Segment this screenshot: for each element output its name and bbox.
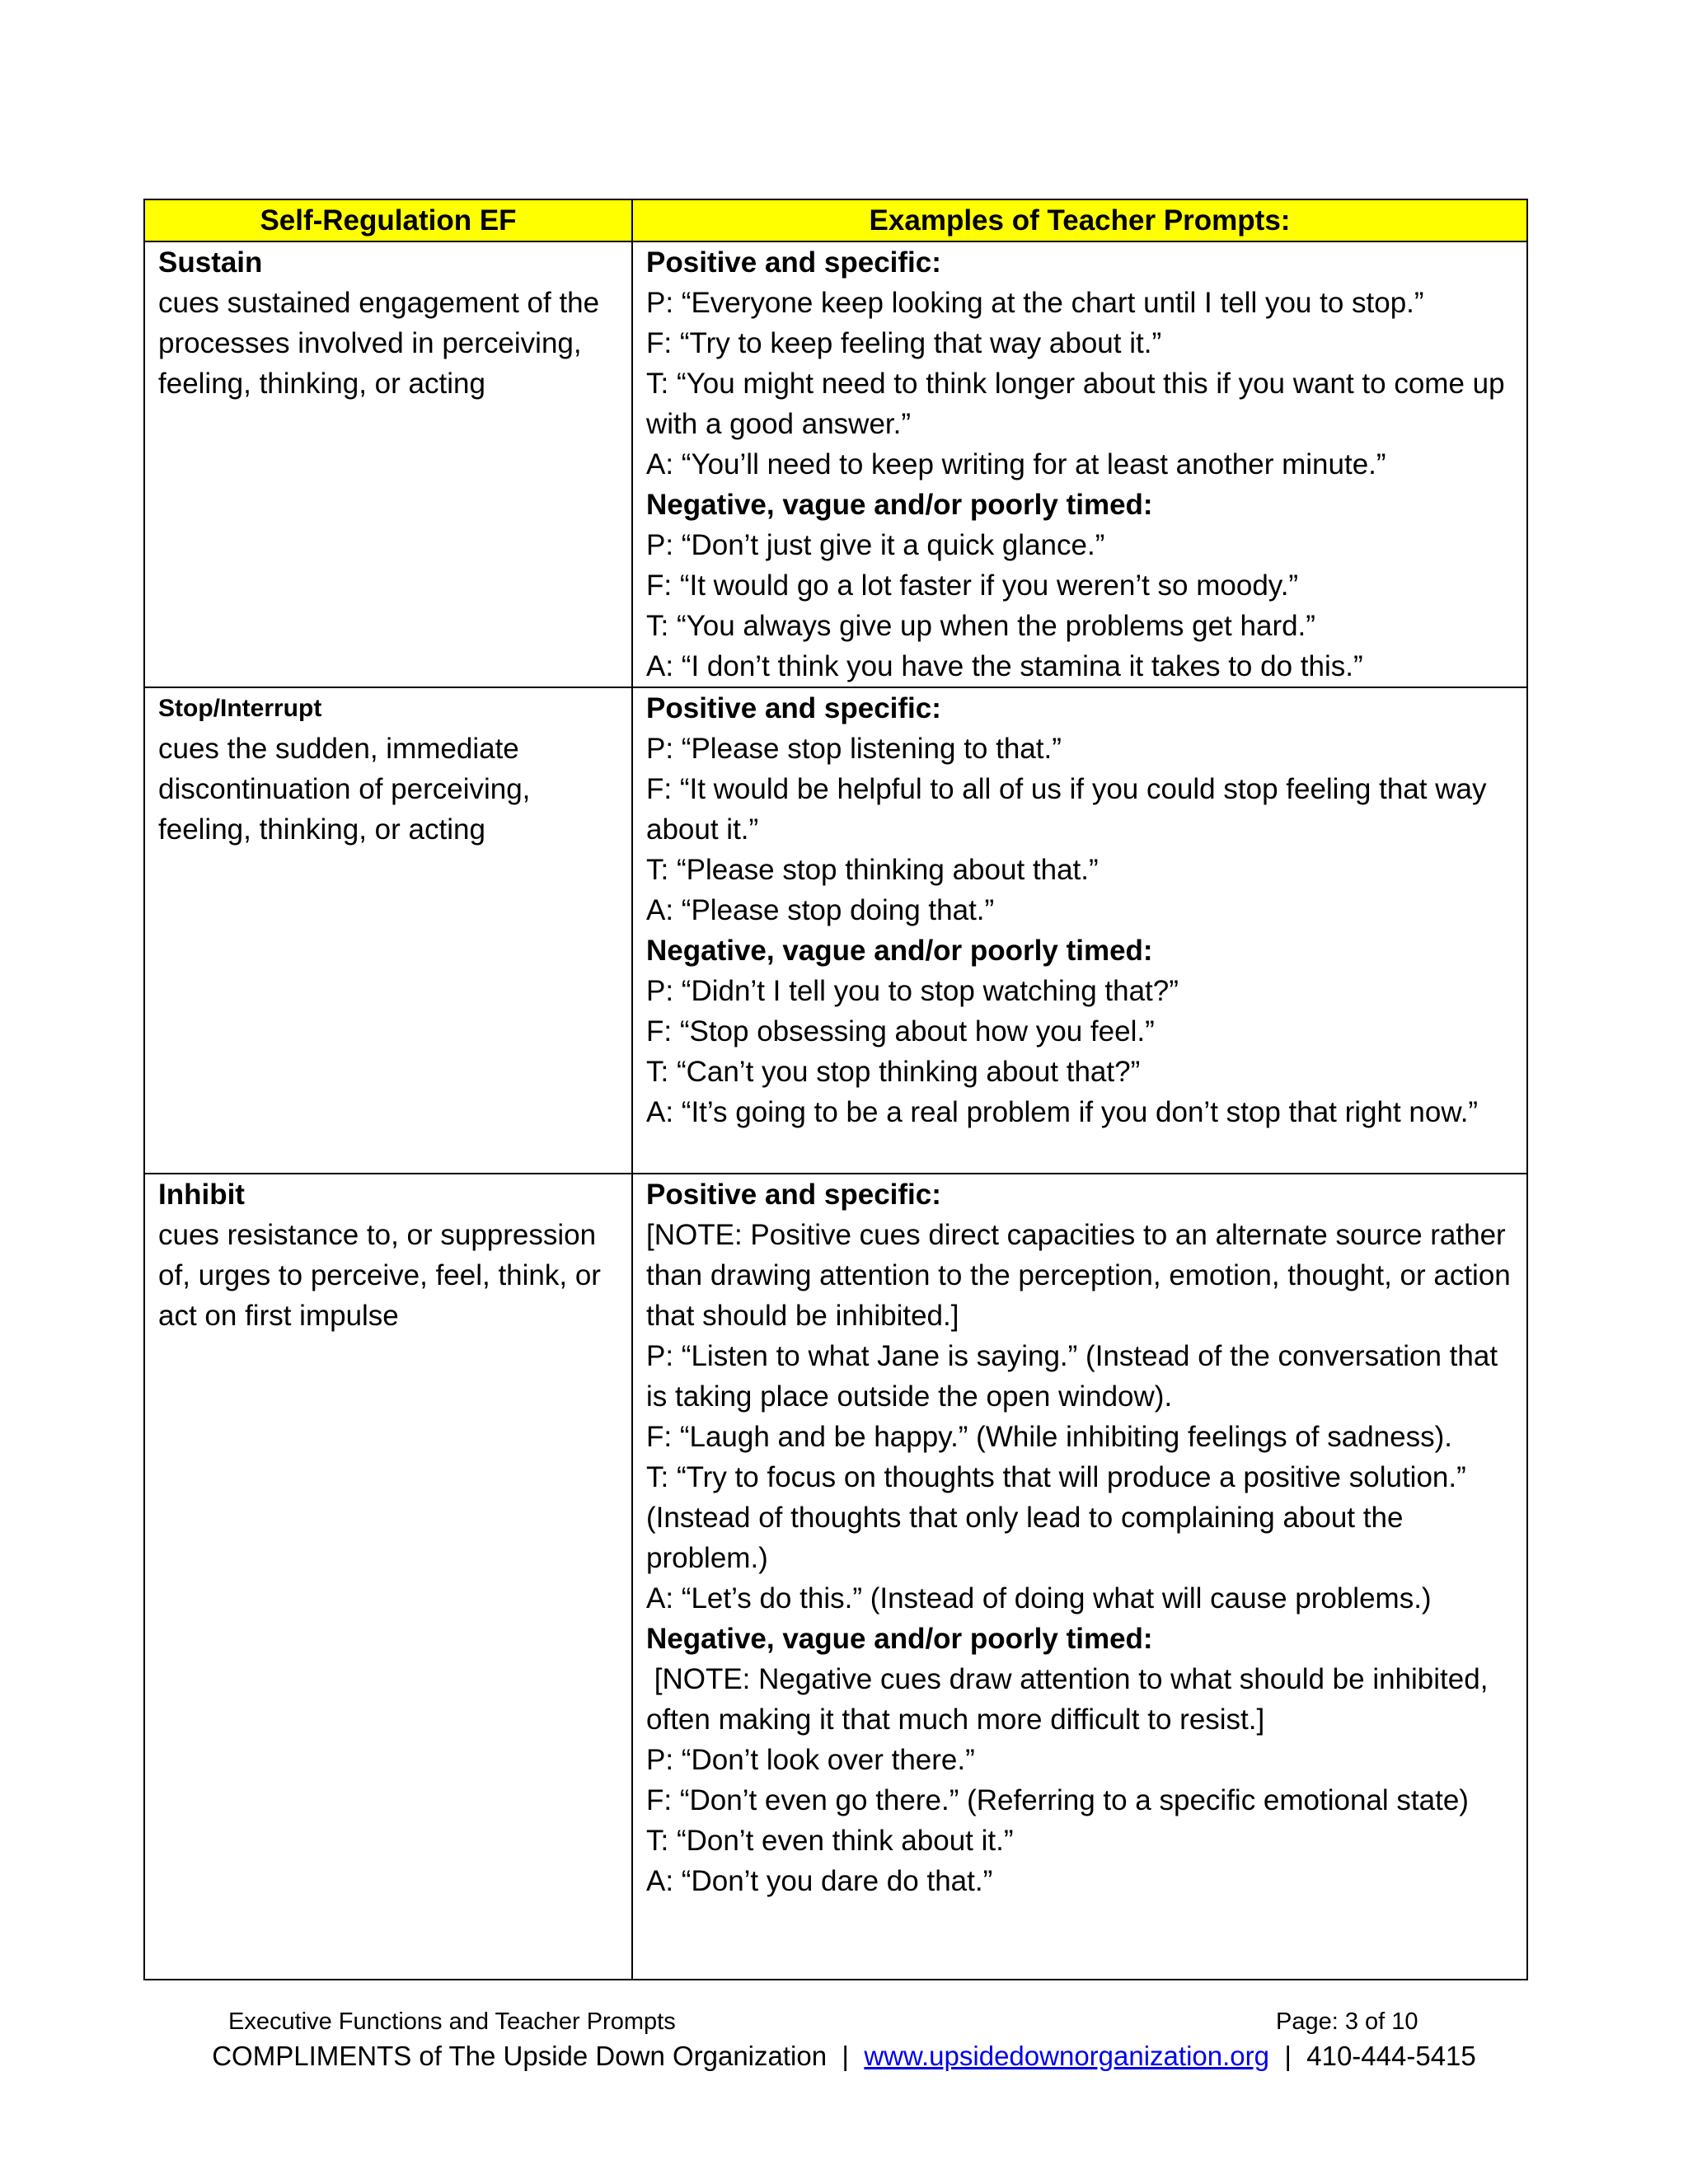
ef-title: Stop/Interrupt bbox=[158, 695, 322, 722]
footer-page-number: Page: 3 of 10 bbox=[1276, 2008, 1418, 2035]
table-row bbox=[144, 1174, 1527, 1980]
table-row bbox=[144, 687, 1527, 1174]
ef-cell bbox=[144, 687, 632, 1174]
prompt-line: T: “Don’t even think about it.” bbox=[646, 1825, 1014, 1857]
website-link[interactable]: www.upsidedownorganization.org bbox=[864, 2041, 1269, 2071]
prompt-line: F: “Don’t even go there.” (Referring to a specific emotional state) bbox=[646, 1784, 1469, 1816]
prompt-line: T: “Try to focus on thoughts that will produce a positive solution.” (Instead of thoughts that only lead to complaining about the problem.) bbox=[646, 1461, 1466, 1574]
prompts-cell bbox=[632, 1174, 1527, 1980]
note-line: [NOTE: Positive cues direct capacities to an alternate source rather than drawing attention to the perception, emotion, thought, or action that should be inhibited.] bbox=[646, 1219, 1511, 1332]
table-header-row bbox=[144, 199, 1527, 241]
prompt-line: A: “Let’s do this.” (Instead of doing what will cause problems.) bbox=[646, 1582, 1432, 1615]
prompt-line: P: “Don’t just give it a quick glance.” bbox=[646, 529, 1105, 561]
phone-number: 410-444-5415 bbox=[1306, 2041, 1476, 2071]
table-row bbox=[144, 241, 1527, 687]
header-self-regulation-ef: Self-Regulation EF bbox=[144, 199, 632, 241]
prompts-cell bbox=[632, 687, 1527, 1174]
prompt-line: P: “Everyone keep looking at the chart until I tell you to stop.” bbox=[646, 287, 1424, 319]
prompt-line: P: “Don’t look over there.” bbox=[646, 1744, 975, 1776]
ef-cell bbox=[144, 1174, 632, 1980]
separator: | bbox=[842, 2041, 849, 2071]
ef-title: Inhibit bbox=[158, 1179, 245, 1211]
ef-prompts-table bbox=[143, 199, 1528, 1980]
ef-cell bbox=[144, 241, 632, 687]
header-teacher-prompts: Examples of Teacher Prompts: bbox=[632, 199, 1527, 241]
prompt-line: T: “Please stop thinking about that.” bbox=[646, 854, 1099, 886]
positive-heading: Positive and specific: bbox=[646, 1179, 941, 1211]
prompt-line: A: “Please stop doing that.” bbox=[646, 894, 995, 926]
prompt-line: F: “Stop obsessing about how you feel.” bbox=[646, 1015, 1155, 1047]
negative-heading: Negative, vague and/or poorly timed: bbox=[646, 489, 1153, 521]
negative-heading: Negative, vague and/or poorly timed: bbox=[646, 935, 1153, 967]
positive-heading: Positive and specific: bbox=[646, 246, 941, 279]
prompt-line: T: “You always give up when the problems get hard.” bbox=[646, 610, 1315, 642]
prompt-line: F: “It would go a lot faster if you weren’t so moody.” bbox=[646, 569, 1299, 602]
prompt-line: A: “Don’t you dare do that.” bbox=[646, 1865, 993, 1897]
negative-heading: Negative, vague and/or poorly timed: bbox=[646, 1623, 1153, 1655]
positive-heading: Positive and specific: bbox=[646, 692, 941, 724]
prompt-line: P: “Please stop listening to that.” bbox=[646, 733, 1062, 765]
prompt-line: P: “Didn’t I tell you to stop watching that?” bbox=[646, 975, 1179, 1007]
prompt-line: P: “Listen to what Jane is saying.” (Instead of the conversation that is taking place outside the open window). bbox=[646, 1340, 1498, 1413]
prompt-line: A: “I don’t think you have the stamina it takes to do this.” bbox=[646, 650, 1363, 682]
prompt-line: F: “It would be helpful to all of us if you could stop feeling that way about it.” bbox=[646, 773, 1487, 846]
ef-description: cues resistance to, or suppression of, urges to perceive, feel, think, or act on first impulse bbox=[158, 1219, 601, 1332]
compliments-text: COMPLIMENTS of The Upside Down Organization bbox=[212, 2041, 828, 2071]
footer-document-title: Executive Functions and Teacher Prompts bbox=[228, 2008, 676, 2035]
prompts-cell bbox=[632, 241, 1527, 687]
prompt-line: T: “Can’t you stop thinking about that?” bbox=[646, 1056, 1141, 1088]
prompt-line: F: “Laugh and be happy.” (While inhibiting feelings of sadness). bbox=[646, 1421, 1452, 1453]
ef-description: cues the sudden, immediate discontinuation of perceiving, feeling, thinking, or acting bbox=[158, 733, 531, 846]
prompt-line: T: “You might need to think longer about this if you want to come up with a good answer.” bbox=[646, 368, 1505, 440]
note-line: [NOTE: Negative cues draw attention to what should be inhibited, often making it that much more difficult to resist.] bbox=[646, 1663, 1497, 1736]
ef-title: Sustain bbox=[158, 246, 263, 279]
prompt-line: A: “It’s going to be a real problem if you don’t stop that right now.” bbox=[646, 1096, 1479, 1128]
prompt-line: F: “Try to keep feeling that way about it.” bbox=[646, 327, 1162, 359]
prompt-line: A: “You’ll need to keep writing for at least another minute.” bbox=[646, 448, 1386, 480]
footer-compliments bbox=[0, 2041, 1688, 2072]
separator: | bbox=[1284, 2041, 1292, 2071]
ef-description: cues sustained engagement of the processes involved in perceiving, feeling, thinking, or acting bbox=[158, 287, 600, 400]
